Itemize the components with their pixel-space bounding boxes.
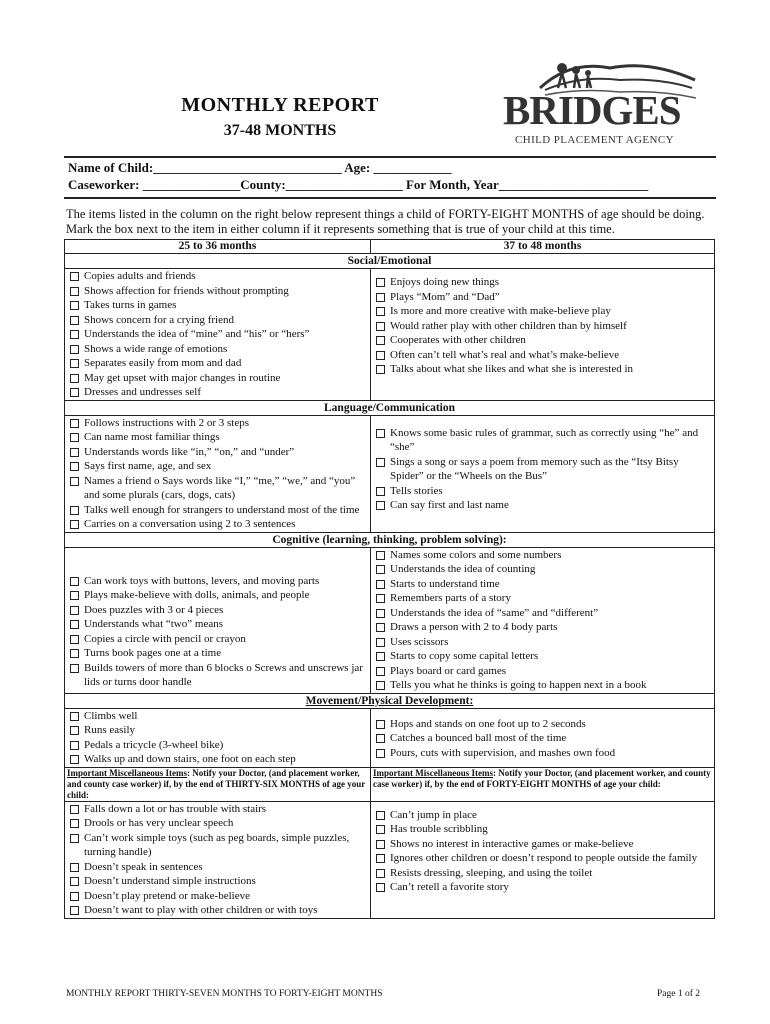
checklist-item[interactable] [373,484,712,499]
checklist-item-label: Doesn’t speak in sentences [84,860,203,873]
checkbox[interactable] [376,869,385,878]
checklist-item-label: Builds towers of more than 6 blocks o Screws and unscrews jar lids or turns door handle [84,661,363,688]
checkbox[interactable] [70,819,79,828]
checkbox[interactable] [376,883,385,892]
checklist-item-label: Drools or has very unclear speech [84,817,234,829]
right-column-header: 37 to 48 months [371,240,715,254]
checklist-item[interactable] [67,313,368,328]
checklist-item-label: Has trouble scribbling [390,823,488,835]
checklist-item-label: Carries on a conversation using 2 to 3 sentences [84,518,296,530]
section-row [65,547,715,693]
checklist-item-label: Shows no interest in interactive games or make-believe [390,837,634,850]
checklist-item-label: Sings a song or says a poem from memory such as the “Itsy Bitsy Spider” or the “Wheels on the Bus” [390,455,679,482]
checklist-item-label: Pours, cuts with supervision, and mashes own food [390,746,616,759]
checklist-item-label: Cooperates with other children [390,334,526,346]
checklist-item[interactable] [67,646,368,661]
checkbox[interactable] [70,301,79,310]
checklist-item[interactable] [67,356,368,371]
important-label: Important Miscellaneous Items [373,767,493,778]
checklist-item-label: Remembers parts of a story [390,592,511,604]
checklist-item-label: Says first name, age, and sex [84,460,212,472]
checkbox[interactable] [70,606,79,615]
checkbox[interactable] [70,741,79,750]
checkbox[interactable] [376,638,385,647]
checklist-item-label: Pedals a tricycle (3-wheel bike) [84,738,224,751]
intro-text: The items listed in the column on the right below represent things a child of FORTY-EIGHT MONTHS of age should be doing. Mark the box next to the item in either column if it represents something that is true of your child at this time. [66,207,705,236]
checkbox[interactable] [70,272,79,281]
checklist-item[interactable] [373,290,712,305]
section-title: Language/Communication [65,400,715,415]
checklist-item[interactable] [373,319,712,334]
checklist-item-label: Enjoys doing new things [390,276,500,288]
checklist-item-label: Shows concern for a crying friend [84,313,234,326]
checklist-item[interactable] [373,837,712,852]
checklist-item[interactable] [373,498,712,513]
checklist-item[interactable] [373,664,712,679]
checklist-item-label: Hops and stands on one foot up to 2 seconds [390,717,586,730]
child-age-field[interactable]: Name of Child:_____________________________ Age: ____________ [68,160,452,175]
checklist-item-label: Does puzzles with 3 or 4 pieces [84,603,224,616]
checklist-item[interactable] [373,822,712,837]
checklist-item-label: Understands the idea of counting [390,563,536,575]
checklist-item-label: Copies a circle with pencil or crayon [84,632,246,645]
checklist-item-label: Can’t jump in place [390,808,477,821]
checklist-item-label: Climbs well [84,709,138,722]
divider [64,197,716,199]
checkbox[interactable] [70,330,79,339]
checklist-item-label: Resists dressing, sleeping, and using the toilet [390,866,593,879]
checklist-item[interactable] [373,678,712,693]
checkbox[interactable] [70,506,79,515]
checklist-item-label: Plays “Mom” and “Dad” [390,290,500,303]
checklist-item-label: Is more and more creative with make-believe play [390,305,611,317]
checkbox[interactable] [376,825,385,834]
checklist-item[interactable] [373,304,712,319]
checklist-item[interactable] [373,548,712,563]
checklist-item-label: Tells stories [390,484,443,497]
checkbox[interactable] [70,834,79,843]
checkbox[interactable] [70,726,79,735]
checklist-item[interactable] [67,874,368,889]
checkbox[interactable] [70,620,79,629]
checklist-item[interactable] [373,808,712,823]
checklist-item-label: Draws a person with 2 to 4 body parts [390,621,558,633]
checklist-item-label: Often can’t tell what’s real and what’s make-believe [390,348,620,361]
section-title: Social/Emotional [65,254,715,269]
checklist-item-label: Knows some basic rules of grammar, such as correctly using “he” and “she” [390,426,699,453]
checkbox[interactable] [70,649,79,658]
checklist-item[interactable] [373,348,712,363]
important-note-left [65,767,371,801]
checkbox[interactable] [70,805,79,814]
checklist-item[interactable] [373,880,712,895]
important-text: : Notify your Doctor, (and placement worker, and county case worker) if, by the end of FORTY-EIGHT MONTHS of age your child: [373,767,711,789]
divider [64,156,716,158]
checklist-item-label: Can’t retell a favorite story [390,881,509,893]
checklist-item-label: Tells you what he thinks is going to happen next in a book [390,679,647,691]
checkbox[interactable] [376,487,385,496]
checklist-item[interactable] [67,617,368,632]
checklist-item[interactable] [67,459,368,474]
checklist-item[interactable] [373,635,712,650]
checkbox[interactable] [376,734,385,743]
page-number: Page 1 of 2 [657,989,701,999]
caseworker-county-month-field[interactable]: Caseworker: _______________County:__________________ For Month, Year_______________________ [68,177,649,192]
checklist-item[interactable] [67,385,368,400]
checklist-item-label: Follows instructions with 2 or 3 steps [84,416,250,429]
checklist-item-label: Ignores other children or doesn’t respond to people outside the family [390,852,698,864]
checklist-item[interactable] [373,620,712,635]
checklist-item-label: Doesn’t play pretend or make-believe [84,889,250,902]
checklist-item[interactable] [67,802,368,817]
milestones-table [64,239,715,919]
checklist-item[interactable] [373,866,712,881]
checkbox[interactable] [376,307,385,316]
checklist-item[interactable] [67,445,368,460]
checkbox[interactable] [70,388,79,397]
checkbox[interactable] [376,623,385,632]
checklist-item[interactable] [373,333,712,348]
section-row [65,269,715,401]
checkbox[interactable] [70,863,79,872]
checklist-item-label: Takes turns in games [84,299,177,311]
checkbox[interactable] [376,749,385,758]
checklist-item[interactable] [67,342,368,357]
checklist-item[interactable] [373,731,712,746]
checklist-item[interactable] [373,746,712,761]
checkbox[interactable] [376,278,385,287]
logo-tagline: CHILD PLACEMENT AGENCY [515,134,674,146]
checklist-item[interactable] [373,577,712,592]
checkbox[interactable] [70,419,79,428]
checklist-item-label: Walks up and down stairs, one foot on each step [84,753,296,765]
checklist-item[interactable] [67,903,368,918]
checkbox[interactable] [70,359,79,368]
checkbox[interactable] [70,577,79,586]
checkbox[interactable] [376,854,385,863]
checkbox[interactable] [70,635,79,644]
checklist-item-label: Would rather play with other children than by himself [390,319,627,332]
checkbox[interactable] [376,652,385,661]
checklist-item[interactable] [373,562,712,577]
checkbox[interactable] [70,906,79,915]
checklist-item[interactable] [67,860,368,875]
checklist-item[interactable] [67,517,368,532]
checkbox[interactable] [376,501,385,510]
checklist-item[interactable] [373,649,712,664]
checkbox[interactable] [376,293,385,302]
checklist-item-label: Shows affection for friends without prompting [84,284,289,297]
checklist-item[interactable] [373,851,712,866]
checklist-item[interactable] [67,503,368,518]
checkbox[interactable] [70,477,79,486]
checkbox[interactable] [376,551,385,560]
checklist-item[interactable] [67,269,368,284]
checkbox[interactable] [376,720,385,729]
checklist-item-label: Shows a wide range of emotions [84,342,228,355]
checkbox[interactable] [70,448,79,457]
checklist-item-label: Starts to understand time [390,577,500,590]
checkbox[interactable] [376,351,385,360]
checkbox[interactable] [376,429,385,438]
checklist-item[interactable] [67,371,368,386]
logo-wordmark: BRIDGES [503,87,681,133]
checklist-item[interactable] [67,723,368,738]
checklist-item[interactable] [67,588,368,603]
checkbox[interactable] [376,811,385,820]
checklist-item-label: Can work toys with buttons, levers, and moving parts [84,574,320,587]
checklist-item-label: Can name most familiar things [84,431,220,443]
checklist-item-label: Understands the idea of “mine” and “his” or “hers” [84,328,310,340]
checkbox[interactable] [70,462,79,471]
checklist-item-label: Doesn’t want to play with other children or with toys [84,904,318,916]
checklist-item-label: May get upset with major changes in routine [84,371,281,384]
checkbox[interactable] [376,667,385,676]
checklist-item-label: Uses scissors [390,635,449,648]
checklist-item-label: Copies adults and friends [84,270,196,282]
checklist-item[interactable] [67,574,368,589]
checkbox[interactable] [376,322,385,331]
report-title: MONTHLY REPORT [181,94,379,116]
checklist-item-label: Talks well enough for strangers to understand most of the time [84,503,360,516]
checklist-item[interactable] [373,362,712,377]
checklist-item-label: Understands the idea of “same” and “different” [390,606,599,619]
checkbox[interactable] [376,594,385,603]
checkbox[interactable] [376,609,385,618]
checklist-item-label: Names some colors and some numbers [390,548,562,561]
checklist-item[interactable] [67,284,368,299]
checkbox[interactable] [70,287,79,296]
checkbox[interactable] [376,336,385,345]
checkbox[interactable] [70,316,79,325]
checklist-item[interactable] [67,430,368,445]
checklist-item-label: Names a friend o Says words like “I,” “me,” “we,” and “you” and some plurals (cars, dogs, cats) [84,474,356,501]
checkbox[interactable] [70,433,79,442]
checkbox[interactable] [70,712,79,721]
section-title: Movement/Physical Development: [65,693,715,708]
checkbox[interactable] [376,580,385,589]
checklist-item-label: Talks about what she likes and what she is interested in [390,363,634,375]
checklist-item-label: Falls down a lot or has trouble with stairs [84,802,267,815]
checklist-item-label: Can say first and last name [390,499,509,511]
checklist-item[interactable] [67,632,368,647]
checklist-item[interactable] [373,426,712,455]
checklist-item-label: Turns book pages one at a time [84,647,222,659]
checklist-item-label: Doesn’t understand simple instructions [84,875,256,887]
checklist-item[interactable] [67,738,368,753]
checklist-item[interactable] [67,327,368,342]
checkbox[interactable] [70,664,79,673]
section-row [65,415,715,532]
checklist-item[interactable] [67,816,368,831]
checklist-item[interactable] [67,889,368,904]
important-note-right [371,767,715,801]
checklist-item[interactable] [373,591,712,606]
checklist-item[interactable] [373,275,712,290]
section-title: Cognitive (learning, thinking, problem solving): [65,532,715,547]
checkbox[interactable] [70,374,79,383]
checkbox[interactable] [70,892,79,901]
checkbox[interactable] [70,877,79,886]
checklist-item-label: Understands what “two” means [84,618,223,630]
checkbox[interactable] [70,591,79,600]
checklist-item-label: Catches a bounced ball most of the time [390,732,567,744]
checklist-item-label: Dresses and undresses self [84,386,201,398]
checkbox[interactable] [376,840,385,849]
checklist-item[interactable] [373,606,712,621]
checklist-item-label: Runs easily [84,724,136,736]
checklist-item[interactable] [67,298,368,313]
checklist-item-label: Understands words like “in,” “on,” and “under” [84,445,295,458]
checkbox[interactable] [376,565,385,574]
important-text: : Notify your Doctor, (and placement worker, and county case worker) if, by the end of THIRTY-SIX MONTHS of age your child: [67,767,366,800]
checklist-item[interactable] [67,603,368,618]
checkbox[interactable] [376,458,385,467]
checkbox[interactable] [70,345,79,354]
checklist-item[interactable] [67,831,368,860]
checkbox[interactable] [376,681,385,690]
checklist-item[interactable] [67,752,368,767]
footer-title: MONTHLY REPORT THIRTY-SEVEN MONTHS TO FORTY-EIGHT MONTHS [66,989,383,999]
checklist-item-label: Plays board or card games [390,664,507,677]
checklist-item[interactable] [67,709,368,724]
section-row [65,708,715,767]
checklist-item[interactable] [67,416,368,431]
checklist-item-label: Can’t work simple toys (such as peg boards, simple puzzles, turning handle) [84,831,350,858]
checklist-item[interactable] [373,717,712,732]
checkbox[interactable] [70,520,79,529]
checklist-item-label: Separates easily from mom and dad [84,357,242,369]
checklist-item-label: Plays make-believe with dolls, animals, and people [84,589,310,601]
left-column-header: 25 to 36 months [65,240,371,254]
checkbox[interactable] [70,755,79,764]
checklist-item[interactable] [373,455,712,484]
checklist-item-label: Starts to copy some capital letters [390,650,539,662]
checklist-item[interactable] [67,661,368,690]
checklist-item[interactable] [67,474,368,503]
important-label: Important Miscellaneous Items [67,767,187,778]
report-subtitle: 37-48 MONTHS [223,122,337,139]
checkbox[interactable] [376,365,385,374]
